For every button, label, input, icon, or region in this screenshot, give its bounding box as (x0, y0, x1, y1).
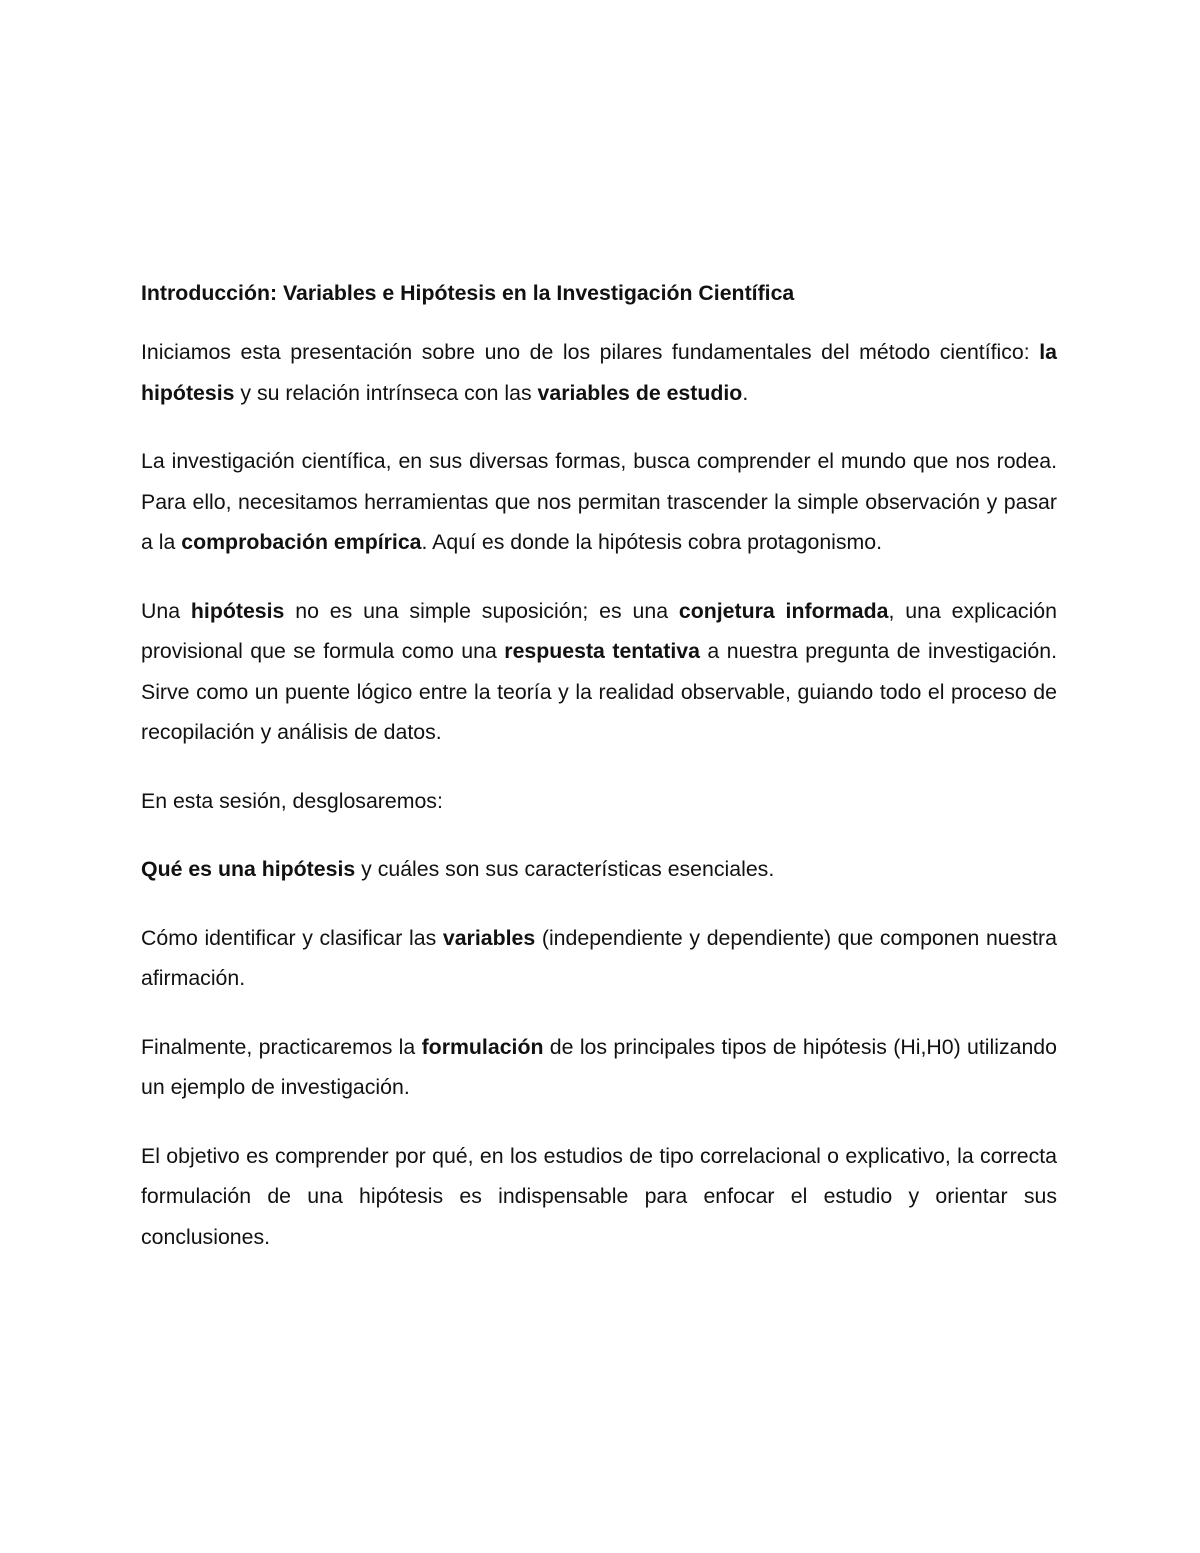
paragraph (141, 441, 1057, 563)
text-run: Iniciamos esta presentación sobre uno de los pilares fundamentales del método científico: (141, 340, 1040, 364)
text-run: y su relación intrínseca con las (234, 380, 538, 405)
bold-text: Qué es una hipótesis (141, 857, 356, 881)
bold-text: la hipótesis (141, 340, 1057, 405)
paragraph (141, 332, 1057, 413)
text-run: La investigación científica, en sus diversas formas, busca comprender el mundo que nos rodea. Para ello, necesitamos herramientas que nos permitan trascender la simple observación y pasar a la (141, 449, 1057, 554)
text-run: de los principales tipos de hipótesis (Hi,H0) utilizando un ejemplo de investigación. (141, 1034, 1057, 1099)
text-run: a nuestra pregunta de investigación. Sirve como un puente lógico entre la teoría y la realidad observable, guiando todo el proceso de recopilación y análisis de datos. (141, 639, 1057, 744)
paragraph (141, 591, 1057, 753)
text-run: Cómo identificar y clasificar las (141, 925, 443, 950)
paragraph (141, 781, 1057, 822)
text-run: Finalmente, practicaremos la (141, 1034, 422, 1059)
text-run: , una explicación provisional que se formula como una (141, 598, 1057, 663)
text-run: . Aquí es donde la hipótesis cobra protagonismo. (421, 530, 883, 554)
text-run: En esta sesión, desglosaremos: (141, 788, 443, 813)
document-body (141, 278, 1057, 1285)
paragraph (141, 849, 1057, 890)
paragraph (141, 1136, 1057, 1258)
bold-text: respuesta tentativa (504, 639, 700, 663)
bold-text: variables (442, 925, 536, 950)
text-run: (independiente y dependiente) que componen nuestra afirmación. (141, 925, 1057, 990)
paragraph (141, 918, 1057, 999)
paragraph-list (141, 332, 1057, 1257)
bold-text: hipótesis (190, 598, 285, 623)
text-run: . (742, 380, 749, 405)
text-run: no es una simple suposición; es una (284, 598, 679, 623)
paragraph (141, 1027, 1057, 1108)
text-run: Una (141, 598, 191, 623)
text-run: y cuáles son sus características esenciales. (355, 857, 775, 881)
text-run: El objetivo es comprender por qué, en los estudios de tipo correlacional o explicativo, la correcta formulación de una hipótesis es indispensable para enfocar el estudio y orientar sus conclusiones. (141, 1143, 1057, 1249)
bold-text: comprobación empírica (181, 530, 422, 554)
bold-text: variables de estudio (537, 380, 743, 405)
bold-text: formulación (421, 1034, 544, 1059)
bold-text: conjetura informada (678, 598, 889, 623)
document-title: Introducción: Variables e Hipótesis en la Investigación Científica (141, 281, 795, 305)
